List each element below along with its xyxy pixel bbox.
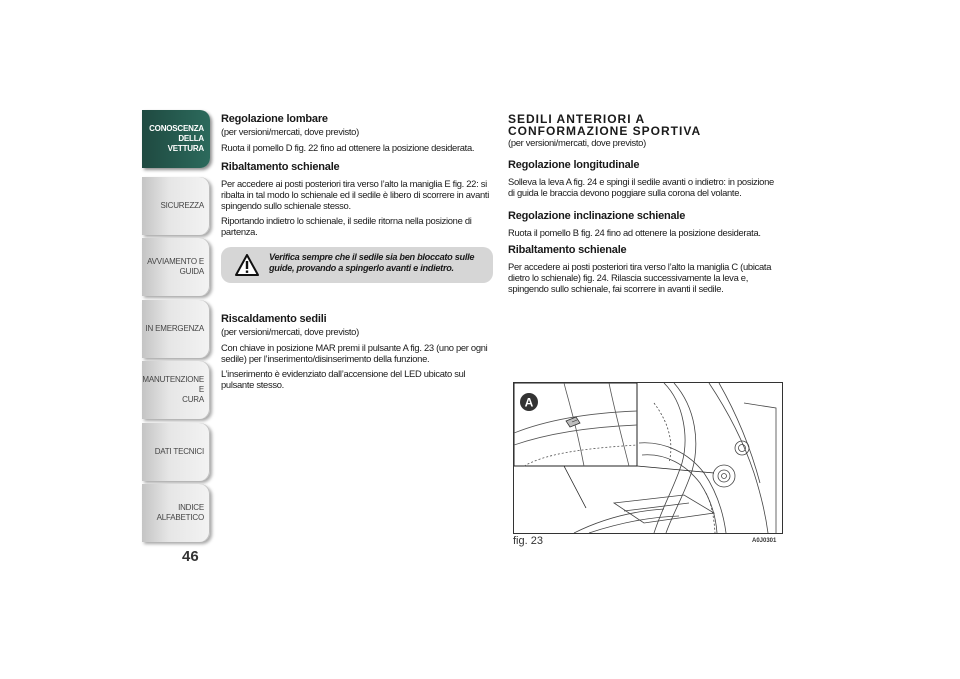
section-subtitle: (per versioni/mercati, dove previsto) xyxy=(508,137,646,148)
seat-heating-illustration xyxy=(513,382,783,534)
paragraph: Per accedere ai posti posteriori tira verso l’alto la maniglia E fig. 22: si ribalta in tal modo lo schienale ed il sedile è libero di scorrere in avanti spingendo sullo schienale stesso. xyxy=(221,178,489,211)
tab-label: INDICE ALFABETICO xyxy=(156,503,204,522)
section-title-ribaltamento-schienale: Ribaltamento schienale xyxy=(221,161,340,173)
tab-label: DATI TECNICI xyxy=(154,447,204,456)
tab-label-line1: MANUTENZIONE E xyxy=(142,375,204,394)
tab-sicurezza[interactable] xyxy=(142,177,210,235)
section-title-riscaldamento-sedili: Riscaldamento sedili xyxy=(221,313,327,325)
tab-label-line2: CURA xyxy=(182,395,204,404)
warning-triangle-icon xyxy=(235,254,259,276)
tab-label-line1: AVVIAMENTO E xyxy=(147,257,204,266)
paragraph: L’inserimento è evidenziato dall’accensione del LED ubicato sul pulsante stesso. xyxy=(221,368,466,390)
section-subtitle: (per versioni/mercati, dove previsto) xyxy=(221,326,359,337)
tab-label-line2: GUIDA xyxy=(179,267,204,276)
tab-label: IN EMERGENZA xyxy=(145,324,204,333)
warning-box xyxy=(221,247,493,283)
tab-avviamento-e-guida[interactable] xyxy=(142,238,210,296)
page-number: 46 xyxy=(182,548,199,565)
tab-conoscenza-della-vettura[interactable] xyxy=(142,110,210,168)
left-column xyxy=(221,113,496,390)
chapter-heading-line1: SEDILI ANTERIORI A xyxy=(508,112,646,126)
tab-label-line2: DELLA VETTURA xyxy=(167,134,204,153)
paragraph: Solleva la leva A fig. 24 e spingi il sedile avanti o indietro: in posizione di guida le braccia devono poggiare sulla corona del volante. xyxy=(508,176,774,198)
paragraph: Con chiave in posizione MAR premi il pulsante A fig. 23 (uno per ogni sedile) per l’inserimento/disinserimento della funzione. xyxy=(221,342,488,364)
marker-a-label: A xyxy=(524,395,534,410)
right-column xyxy=(508,113,778,294)
paragraph: Per accedere ai posti posteriori tira verso l’alto la maniglia C (ubicata dietro lo schienale) fig. 24. Rilascia successivamente la leva e, spingendo sullo schienale, fai scorrere in avanti il sedile. xyxy=(508,261,772,294)
section-title-regolazione-inclinazione: Regolazione inclinazione schienale xyxy=(508,210,686,222)
chapter-heading-line2: CONFORMAZIONE SPORTIVA xyxy=(508,124,702,138)
tab-in-emergenza[interactable] xyxy=(142,300,210,358)
tab-label: SICUREZZA xyxy=(160,201,204,210)
section-title-regolazione-longitudinale: Regolazione longitudinale xyxy=(508,159,640,171)
section-title-ribaltamento-schienale: Ribaltamento schienale xyxy=(508,244,627,256)
tab-indice-alfabetico[interactable] xyxy=(142,484,210,542)
paragraph: Ruota il pomello D fig. 22 fino ad ottenere la posizione desiderata. xyxy=(221,142,475,153)
paragraph: Ruota il pomello B fig. 24 fino ad ottenere la posizione desiderata. xyxy=(508,227,761,238)
section-title-regolazione-lombare: Regolazione lombare xyxy=(221,113,328,125)
tab-dati-tecnici[interactable] xyxy=(142,423,210,481)
warning-text: Verifica sempre che il sedile sia ben bloccato sulle guide, provando a spingerlo avanti e indietro. xyxy=(269,252,475,273)
figure-code: A0J0301 xyxy=(752,538,777,544)
tab-label-line1: CONOSCENZA xyxy=(149,124,204,133)
figure-caption: fig. 23 xyxy=(513,535,543,547)
seat-line-drawing xyxy=(514,383,782,533)
tab-manutenzione-e-cura[interactable] xyxy=(142,361,210,419)
paragraph: Riportando indietro lo schienale, il sedile ritorna nella posizione di partenza. xyxy=(221,215,472,237)
section-subtitle: (per versioni/mercati, dove previsto) xyxy=(221,126,359,137)
